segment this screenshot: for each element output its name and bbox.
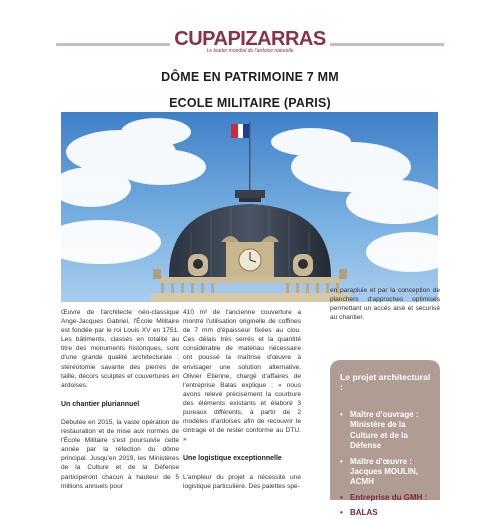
- logo-tagline: Le leader mondial de l'ardoise naturelle: [206, 48, 294, 54]
- project-info-list: [340, 410, 432, 519]
- page-subtitle: ECOLE MILITAIRE (PARIS): [169, 96, 331, 110]
- list-item: • Maître d'œuvre : Jacques MOULIN, ACMH: [340, 457, 432, 488]
- dome-illustration: [61, 112, 438, 302]
- logo-part-pizarras: PIZARRAS: [227, 28, 326, 50]
- logo-part-cupa: CUPA: [174, 28, 228, 50]
- text-column-2: [183, 308, 301, 501]
- brand-logo: [0, 29, 500, 49]
- section-heading: Un chantier pluriannuel: [61, 400, 140, 408]
- page-title: DÔME EN PATRIMOINE 7 MM: [161, 70, 339, 84]
- paragraph: Débutée en 2015, la vaste opération de restauration et de mise aux normes de l'École Militaire s'est poursuivie cette année par la réfection du dôme principal. Jusqu'en 2019, les Ministères de la Culture et de la Défense participeront chacun à hauteur de 5 millions annuels pour: [61, 418, 179, 490]
- project-info-box: [330, 360, 440, 518]
- list-item: • Maître d'ouvrage : Ministère de la Culture et de la Défense: [340, 410, 432, 452]
- list-item: • BALAS: [340, 508, 432, 518]
- paragraph: Œuvre de l'architecte néo-classique Ange-Jacques Gabriel, l'École Militaire est fondée par le roi Louis XV en 1751. Les bâtiments, classés en totalité au titre des monuments historiques, sont d'une grande qualité architecturale : stéréotomie savante des pierres de taille, décors sculptés et couvertures en ardoises.: [61, 309, 179, 389]
- list-item: • Entreprise du GMH :: [340, 493, 432, 503]
- header-logo: [0, 0, 500, 60]
- project-info-title: Le projet architectural :: [340, 372, 431, 392]
- text-column-1: [61, 308, 179, 501]
- building-dome-photo: [61, 112, 438, 302]
- text-column-3: [330, 286, 440, 332]
- section-heading: Une logistique exceptionnelle: [183, 455, 282, 463]
- paragraph: L'ampleur du projet a nécessité une logistique particulière. Des palettes spé-: [183, 473, 301, 490]
- paragraph: en parapluie et par la conception de planchers d'approches optimisés permettant un accès aisé et sécurisé au chantier.: [330, 287, 440, 322]
- paragraph: 410 m² de l'ancienne couverture a montré l'utilisation originelle de coffines de 7 mm d'épaisseur fixées au clou. Ces délais très serrés et la quantité considérable de matériau nécessaire ont poussé la maîtrise d'œuvre à envisager une solution alternative. Olivier Etienne, chargé d'affaires de l'entreprise Balas explique : « nous avons relevé précisément la courbure des éléments existants et élaboré 3 pureaux différents, à partir de 2 modèles d'ardoises afin de recouvrir le cintrage et de rester conforme au DTU. »: [183, 309, 301, 444]
